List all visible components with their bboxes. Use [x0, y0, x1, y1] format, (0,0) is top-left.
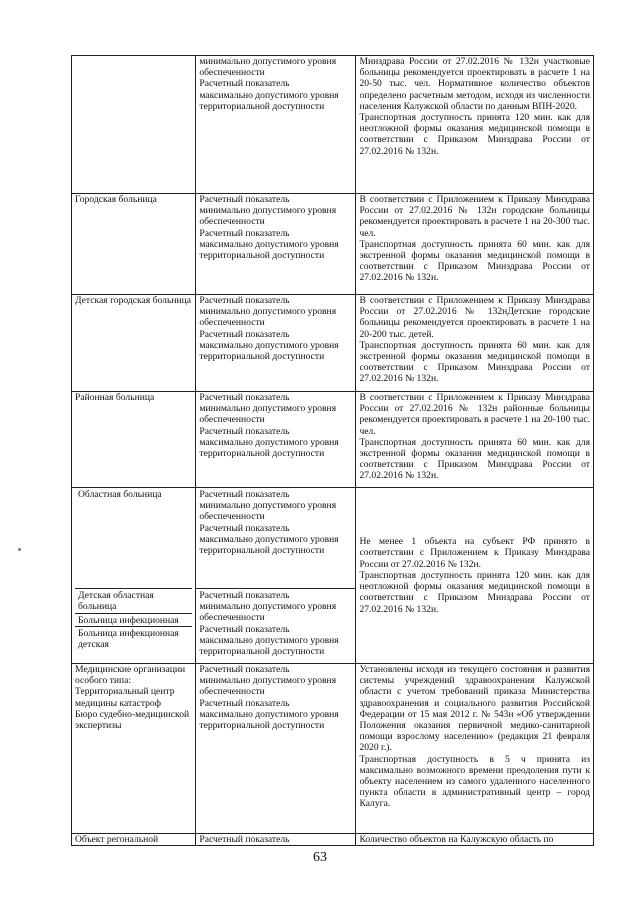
rationale-cell: В соответствии с Приложением к Приказу Минздрава России от 27.02.2016 № 132н городские больницы рекомендуется проектировать в расчете 1 на 20-300 тыс. чел. Транспортная доступность принята 60 мин. как для экстренной формы оказания медицинской помощи в соответствии с Приказом Минздрава России от 27.02.2016 № 132н.	[356, 194, 594, 295]
table-row	[72, 392, 594, 488]
group-name-3: Больница инфекционная	[75, 614, 192, 627]
group-name-1: Областная больница	[75, 488, 192, 589]
object-name-cell	[72, 488, 196, 664]
rationale-cell: Минздрава России от 27.02.2016 № 132н участковые больницы рекомендуется проектировать в расчете 1 на 20-50 тыс. чел. Нормативное количество объектов определено расчетным методом, исходя из численности населения Калужской области по данным ВПН-2020. Транспортная доступность принята 120 мин. как для неотложной формы оказания медицинской помощи в соответствии с Приказом Минздрава России от 27.02.2016 № 132н.	[356, 56, 594, 194]
indicator-cell: Расчетный показатель минимально допустимого уровня обеспеченности Расчетный показатель максимально допустимого уровня территориальной доступности	[196, 295, 356, 392]
object-name-cell: Медицинские организации особого типа: Территориальный центр медицины катастроф Бюро судебно-медицинской экспертизы	[72, 664, 196, 834]
rationale-cell: В соответствии с Приложением к Приказу Минздрава России от 27.02.2016 № 132нДетские городские больницы рекомендуется проектировать в расчете 1 на 20-200 тыс. детей. Транспортная доступность принята 60 мин. как для экстренной формы оказания медицинской помощи в соответствии с Приказом Минздрава России от 27.02.2016 № 132н.	[356, 295, 594, 392]
rationale-cell: Не менее 1 объекта на субъект РФ принято в соответствии с Приложением к Приказу Минздрава России от 27.02.2016 № 132н. Транспортная доступность принята 120 мин. как для неотложной формы оказания медицинской помощи в соответствии с Приказом Минздрава России от 27.02.2016 № 132н.	[356, 488, 594, 664]
group-indicators-1: Расчетный показатель минимально допустимого уровня обеспеченности Расчетный показатель максимально допустимого уровня территориальной доступности	[196, 488, 355, 589]
standards-table	[71, 55, 594, 846]
object-name-cell: Районная больница	[72, 392, 196, 488]
table-row	[72, 295, 594, 392]
table-row	[72, 488, 594, 664]
group-name-4: Больница инфекционная детская	[78, 628, 179, 651]
rationale-cell: Установлены исходя из текущего состояния и развития системы учреждений здравоохранения Калужской области с учетом требований приказа Министерства здравоохранения и социального развития Российской Федерации от 15 мая 2012 г. № 543н «Об утверждении Положения оказания первичной медико-санитарной помощи взрослому населению» (редакция 21 февраля 2020 г.). Транспортная доступность в 5 ч принята из максимально возможного времени преодоления пути к объекту населением из самого удаленного населенного пункта области в административный центр – город Калуга.	[356, 664, 594, 834]
indicator-cell: Расчетный показатель	[196, 834, 356, 846]
group-name-2: Детская областная больница	[75, 589, 192, 614]
indicator-cell: Расчетный показатель минимально допустимого уровня обеспеченности Расчетный показатель максимально допустимого уровня территориальной доступности	[196, 664, 356, 834]
group-indicators-2: Расчетный показатель минимально допустимого уровня обеспеченности Расчетный показатель максимально допустимого уровня территориальной доступности	[199, 590, 339, 658]
rationale-cell: В соответствии с Приложением к Приказу Минздрава России от 27.02.2016 № 132н районные больницы рекомендуется проектировать в расчете 1 на 20-100 тыс. чел. Транспортная доступность принята 60 мин. как для экстренной формы оказания медицинской помощи в соответствии с Приказом Минздрава России от 27.02.2016 № 132н.	[356, 392, 594, 488]
indicator-cell	[196, 488, 356, 664]
table-row	[72, 664, 594, 834]
object-name-cell	[72, 56, 196, 194]
scan-speck	[18, 548, 21, 551]
indicator-cell: минимально допустимого уровня обеспеченности Расчетный показатель максимально допустимого уровня территориальной доступности	[196, 56, 356, 194]
table-row	[72, 56, 594, 194]
page-number: 63	[313, 850, 327, 865]
object-name-cell: Объект регональной	[72, 834, 196, 846]
table-row	[72, 834, 594, 846]
object-name-cell: Городская больница	[72, 194, 196, 295]
rationale-cell: Количество объектов на Калужскую область по	[356, 834, 594, 846]
indicator-cell: Расчетный показатель минимально допустимого уровня обеспеченности Расчетный показатель максимально допустимого уровня территориальной доступности	[196, 392, 356, 488]
indicator-cell: Расчетный показатель минимально допустимого уровня обеспеченности Расчетный показатель максимально допустимого уровня территориальной доступности	[196, 194, 356, 295]
object-name-cell: Детская городская больница	[72, 295, 196, 392]
table-row	[72, 194, 594, 295]
